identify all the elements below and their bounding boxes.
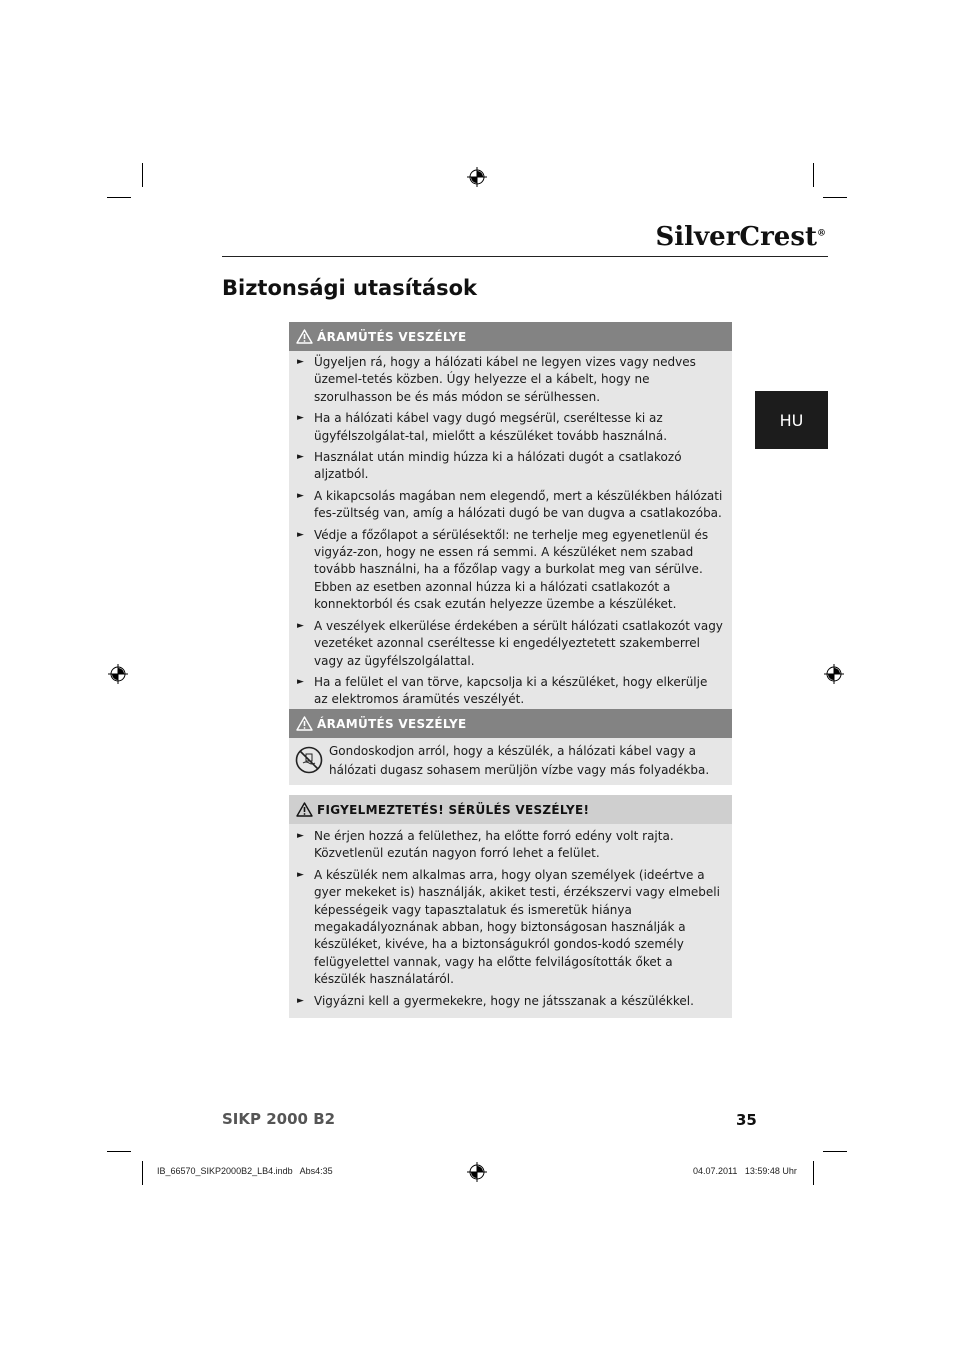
arrow-right-icon: ► <box>297 869 304 880</box>
arrow-right-icon: ► <box>297 529 304 540</box>
warning-item-list <box>289 824 732 1018</box>
list-item-text: A veszélyek elkerülése érdekében a sérült hálózati csatlakozót vagy vezetéket azonnal cseréltesse ki engedélyeztetett szakemberrel vagy az ügyfélszolgálattal. <box>314 618 723 668</box>
warning-box-injury <box>289 795 732 1018</box>
warning-box-heading <box>289 322 732 351</box>
arrow-right-icon: ► <box>297 995 304 1006</box>
list-item-text: Védje a főzőlapot a sérülésektől: ne terhelje meg egyenetlenül és vigyáz-zon, hogy ne essen rá semmi. A készüléket nem szabad tovább használni, ha a főzőlap vagy a burkolat meg van sérülve. Ebben az esetben azonnal húzza ki a hálózati csatlakozót a konnektorból és csak ezután helyezze üzembe a készüléket. <box>314 527 709 612</box>
list-item-text: Ha a felület el van törve, kapcsolja ki a készüléket, hogy elkerülje az elektromos áramütés veszélyét. <box>314 674 708 707</box>
list-item <box>297 488 724 523</box>
arrow-right-icon: ► <box>297 490 304 501</box>
warning-box-heading <box>289 795 732 824</box>
warning-box-electric-shock <box>289 322 732 717</box>
list-item <box>297 354 724 406</box>
immersion-note-text: Gondoskodjon arról, hogy a készülék, a hálózati kábel vagy a hálózati dugasz sohasem merüljön vízbe vagy más folyadékba. <box>329 744 710 777</box>
no-immersion-icon <box>295 746 323 774</box>
immersion-note <box>289 738 732 785</box>
warning-box-heading <box>289 709 732 738</box>
list-item-text: Ne érjen hozzá a felülethez, ha előtte forró edény volt rajta. Közvetlenül ezután nagyon forró lehet a felület. <box>314 829 674 861</box>
crop-mark <box>107 1151 131 1152</box>
registered-mark: ® <box>817 228 826 239</box>
page-title: Biztonsági utasítások <box>222 276 478 300</box>
brand-name: SilverCrest <box>655 222 817 252</box>
list-item-text: Vigyázni kell a gyermekekre, hogy ne játsszanak a készülékkel. <box>314 993 694 1008</box>
header-rule <box>222 256 828 257</box>
crop-mark <box>142 163 143 187</box>
list-item <box>297 449 724 484</box>
crop-mark <box>813 163 814 187</box>
print-slug-file: IB_66570_SIKP2000B2_LB4.indb Abs4:35 <box>157 1166 333 1176</box>
list-item-text: A kikapcsolás magában nem elegendő, mert a készülékben hálózati fes-zültség van, amíg a hálózati dugó be van dugva a csatlakozóba. <box>314 488 723 521</box>
registration-mark-icon <box>467 1162 487 1182</box>
list-item <box>297 674 724 709</box>
print-slug-date: 04.07.2011 13:59:48 Uhr <box>693 1166 797 1176</box>
list-item-text: Ha a hálózati kábel vagy dugó megsérül, cseréltesse ki az ügyfélszolgálat-tal, mielőtt a készüléket tovább használná. <box>314 411 668 443</box>
language-tab-label: HU <box>779 410 804 430</box>
warning-triangle-icon <box>296 802 313 817</box>
warning-triangle-icon <box>296 329 313 344</box>
crop-mark <box>813 1161 814 1185</box>
registration-mark-icon <box>467 167 487 187</box>
language-tab <box>755 391 828 449</box>
list-item <box>297 828 724 863</box>
model-number: SIKP 2000 B2 <box>222 1110 336 1128</box>
arrow-right-icon: ► <box>297 357 304 367</box>
brand-logo <box>656 222 826 252</box>
list-item <box>297 527 724 614</box>
arrow-right-icon: ► <box>297 620 304 631</box>
warning-heading-text: FIGYELMEZTETÉS! SÉRÜLÉS VESZÉLYE! <box>317 802 590 817</box>
crop-mark <box>823 197 847 198</box>
registration-mark-icon <box>824 664 844 684</box>
list-item <box>297 867 724 989</box>
list-item <box>297 618 724 670</box>
list-item <box>297 410 724 445</box>
crop-mark <box>107 197 131 198</box>
warning-heading-text: ÁRAMÜTÉS VESZÉLYE <box>317 716 467 731</box>
page-number: 35 <box>736 1111 757 1129</box>
arrow-right-icon: ► <box>297 676 304 687</box>
arrow-right-icon: ► <box>297 831 304 841</box>
arrow-right-icon: ► <box>297 452 304 463</box>
warning-item-list <box>289 351 732 717</box>
registration-mark-icon <box>108 664 128 684</box>
crop-mark <box>823 1151 847 1152</box>
list-item-text: A készülék nem alkalmas arra, hogy olyan személyek (ideértve a gyer mekeket is) használják, akiket testi, érzékszervi vagy elmebeli képességeik vagy tapasztalatuk és ismeretük hiánya megakadályoznának abban, hogy biztonságosan használják a készüléket, kivéve, ha a biztonságukról gondos-kodó személy felügyelettel vannak, vagy ha előtte felvilágosították őket a készülék használatáról. <box>314 867 720 987</box>
warning-heading-text: ÁRAMÜTÉS VESZÉLYE <box>317 329 467 344</box>
crop-mark <box>142 1161 143 1185</box>
list-item-text: Ügyeljen rá, hogy a hálózati kábel ne legyen vizes vagy nedves üzemel-tetés közben. Úgy helyezze el a kábelt, hogy ne szorulhasson be és más módon se sérülhessen. <box>314 355 696 404</box>
arrow-right-icon: ► <box>297 413 304 424</box>
list-item-text: Használat után mindig húzza ki a hálózati dugót a csatlakozó aljzatból. <box>314 450 682 482</box>
warning-box-immersion <box>289 709 732 785</box>
list-item <box>297 993 724 1010</box>
warning-triangle-icon <box>296 716 313 731</box>
